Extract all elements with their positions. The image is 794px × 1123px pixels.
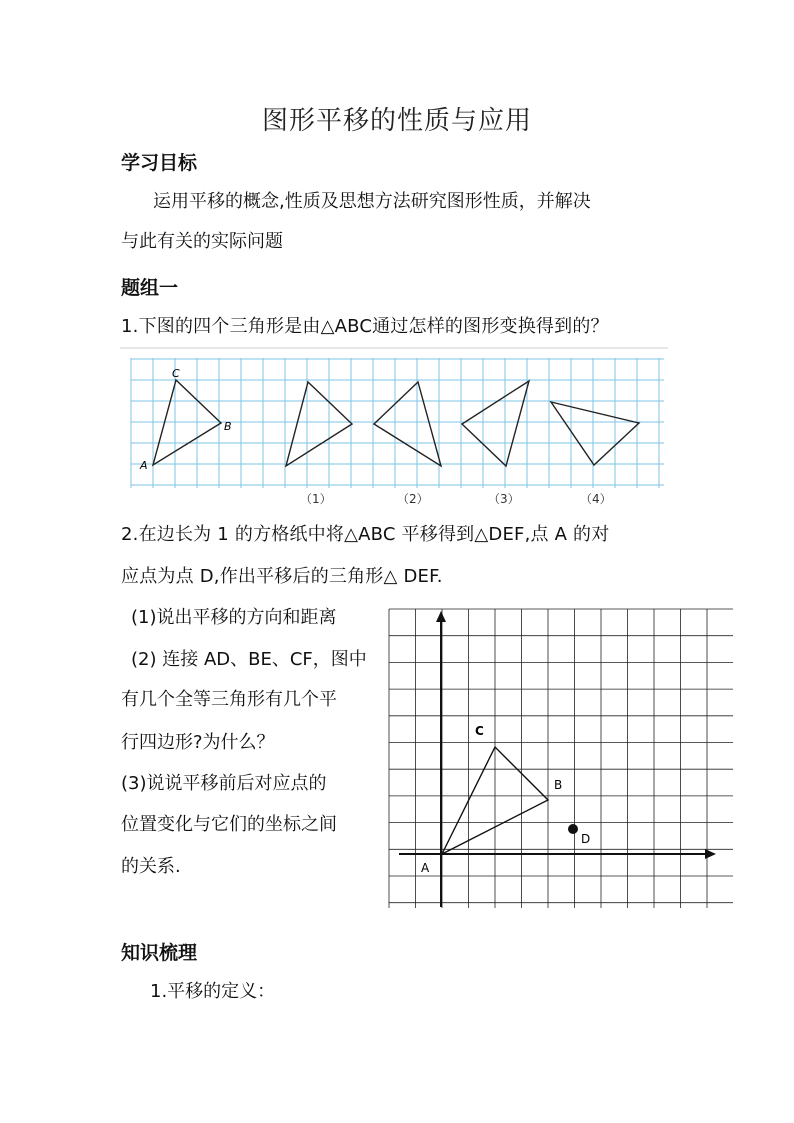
- heading-knowledge-review: 知识梳理: [121, 942, 198, 964]
- question-1: 1.下图的四个三角形是由△ABC通过怎样的图形变换得到的？: [121, 316, 609, 337]
- triangle-1: [286, 382, 352, 466]
- goals-text-line2: 与此有关的实际问题: [121, 231, 283, 252]
- question-2-line1: 2.在边长为 1 的方格纸中将△ABC 平移得到△DEF,点 A 的对: [121, 524, 610, 545]
- sub-question-2-line2: 有几个全等三角形有几个平: [121, 689, 337, 710]
- heading-learning-goals: 学习目标: [121, 152, 198, 174]
- question-2-line2: 应点为点 D,作出平移后的三角形△ DEF.: [121, 566, 443, 587]
- label-b-coord: B: [554, 778, 563, 792]
- label-a: A: [140, 459, 148, 472]
- caption-1: （1）: [300, 492, 332, 506]
- label-c-coord: C: [475, 724, 484, 738]
- figure-grid: [131, 358, 664, 488]
- sub-question-2-line1: (2) 连接 AD、BE、CF，图中: [131, 649, 367, 670]
- heading-group-one: 题组一: [121, 277, 179, 299]
- triangle-grid-figure: [120, 345, 672, 510]
- sub-question-2-line3: 行四边形?为什么？: [121, 732, 275, 753]
- triangle-3: [462, 381, 529, 466]
- label-d-coord: D: [581, 832, 591, 846]
- point-d: [568, 824, 578, 834]
- sub-question-3-line2: 位置变化与它们的坐标之间: [121, 814, 337, 835]
- knowledge-item-1: 1.平移的定义：: [150, 981, 276, 1002]
- triangle-4: [551, 402, 639, 465]
- sub-question-3-line3: 的关系.: [121, 856, 181, 877]
- caption-4: （4）: [580, 492, 612, 506]
- page-title: 图形平移的性质与应用: [261, 106, 532, 136]
- label-a-coord: A: [421, 861, 430, 875]
- label-c: C: [172, 367, 180, 380]
- caption-2: （2）: [397, 492, 429, 506]
- x-axis: [399, 849, 716, 859]
- goals-text-line1: 运用平移的概念,性质及思想方法研究图形性质，并解决: [153, 191, 591, 212]
- caption-3: （3）: [488, 492, 520, 506]
- label-b: B: [224, 420, 232, 433]
- sub-question-1: (1)说出平移的方向和距离: [131, 607, 337, 628]
- sub-question-3-line1: (3)说说平移前后对应点的: [121, 773, 327, 794]
- triangle-2: [374, 382, 441, 466]
- y-axis: [436, 611, 446, 907]
- coordinate-grid-figure: [385, 605, 737, 915]
